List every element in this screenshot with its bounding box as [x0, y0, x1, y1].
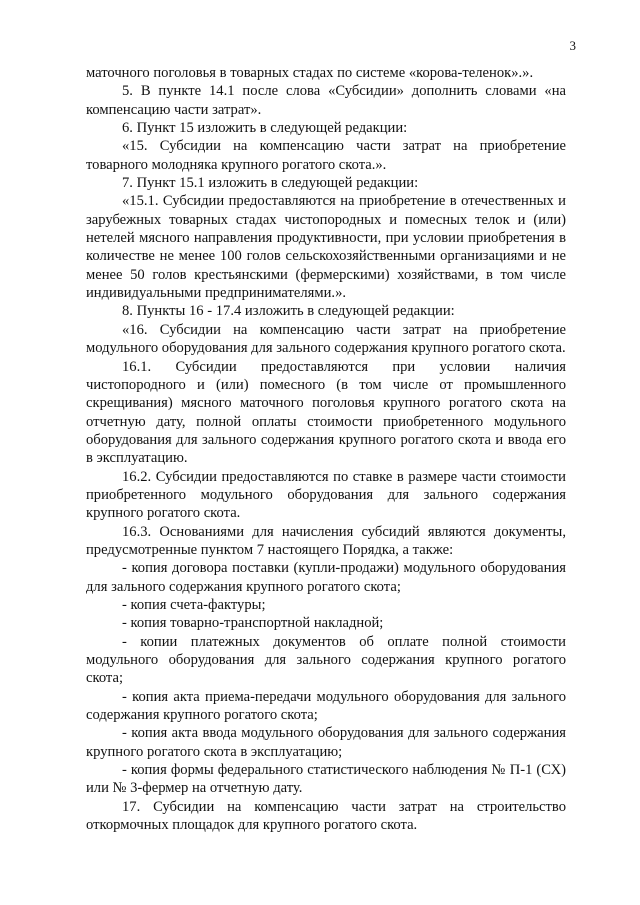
paragraph-clause-16-1: 16.1. Субсидии предоставляются при условии наличия чистопородного и (или) помесного (в том числе от промышленного скрещивания) мясного маточного поголовья крупного рогатого скота на отчетную дату, полной оплаты стоимости приобретенного модульного оборудования для зального содержания крупного рогатого скота и ввода его в эксплуатацию. [86, 358, 566, 467]
list-item-invoice-copy: - копия счета-фактуры; [122, 596, 266, 613]
paragraph-clause-17: 17. Субсидии на компенсацию части затрат на строительство откормочных площадок для крупного рогатого скота. [86, 798, 566, 834]
list-item-commissioning-act-copy: - копия акта ввода модульного оборудования для зального содержания крупного рогатого скота в эксплуатацию; [86, 725, 566, 760]
paragraph-clause-16: «16. Субсидии на компенсацию части затрат на приобретение модульного оборудования для зального содержания крупного рогатого скота. [86, 321, 566, 357]
paragraph-item-5: 5. В пункте 14.1 после слова «Субсидии» дополнить словами «на компенсацию части затрат». [86, 83, 566, 118]
list-item-acceptance-act-copy: - копия акта приема-передачи модульного оборудования для зального содержания крупного рогатого скота; [86, 688, 566, 724]
paragraph-clause-15-1: «15.1. Субсидии предоставляются на приобретение в отечественных и зарубежных товарных стадах чистопородных и помесных телок и (или) нетелей мясного направления продуктивности, при условии приобретения в количестве не менее 100 голов сельскохозяйственными организациями и не менее 50 голов крестьянскими (фермерскими) хозяйствами, в том числе индивидуальными предпринимателями.». [86, 193, 566, 302]
paragraph-clause-15: «15. Субсидии на компенсацию части затрат на приобретение товарного молодняка крупного рогатого скота.». [86, 138, 566, 173]
list-item-waybill-copy: - копия товарно-транспортной накладной; [122, 615, 384, 632]
document-body [86, 64, 566, 834]
paragraph-clause-16-2: 16.2. Субсидии предоставляются по ставке в размере части стоимости приобретенного модульного оборудования для зального содержания крупного рогатого скота. [86, 468, 566, 522]
list-item-statistical-form-copy: - копия формы федерального статистического наблюдения № П-1 (СХ) или № 3-фермер на отчетную дату. [86, 762, 566, 797]
paragraph-item-7: 7. Пункт 15.1 изложить в следующей редакции: [122, 175, 419, 192]
list-item-contract-copy: - копия договора поставки (купли-продажи) модульного оборудования для зального содержания крупного рогатого скота; [86, 560, 566, 595]
paragraph-item-6: 6. Пункт 15 изложить в следующей редакции: [122, 120, 408, 137]
list-item-payment-copies: - копии платежных документов об оплате полной стоимости модульного оборудования для зального содержания крупного рогатого скота; [86, 633, 566, 687]
page-number: 3 [569, 38, 576, 53]
paragraph-clause-16-3: 16.3. Основаниями для начисления субсидий являются документы, предусмотренные пунктом 7 настоящего Порядка, а также: [86, 523, 566, 558]
paragraph-continuation: маточного поголовья в товарных стадах по системе «корова-теленок».». [86, 65, 534, 81]
paragraph-item-8: 8. Пункты 16 - 17.4 изложить в следующей редакции: [122, 303, 455, 320]
